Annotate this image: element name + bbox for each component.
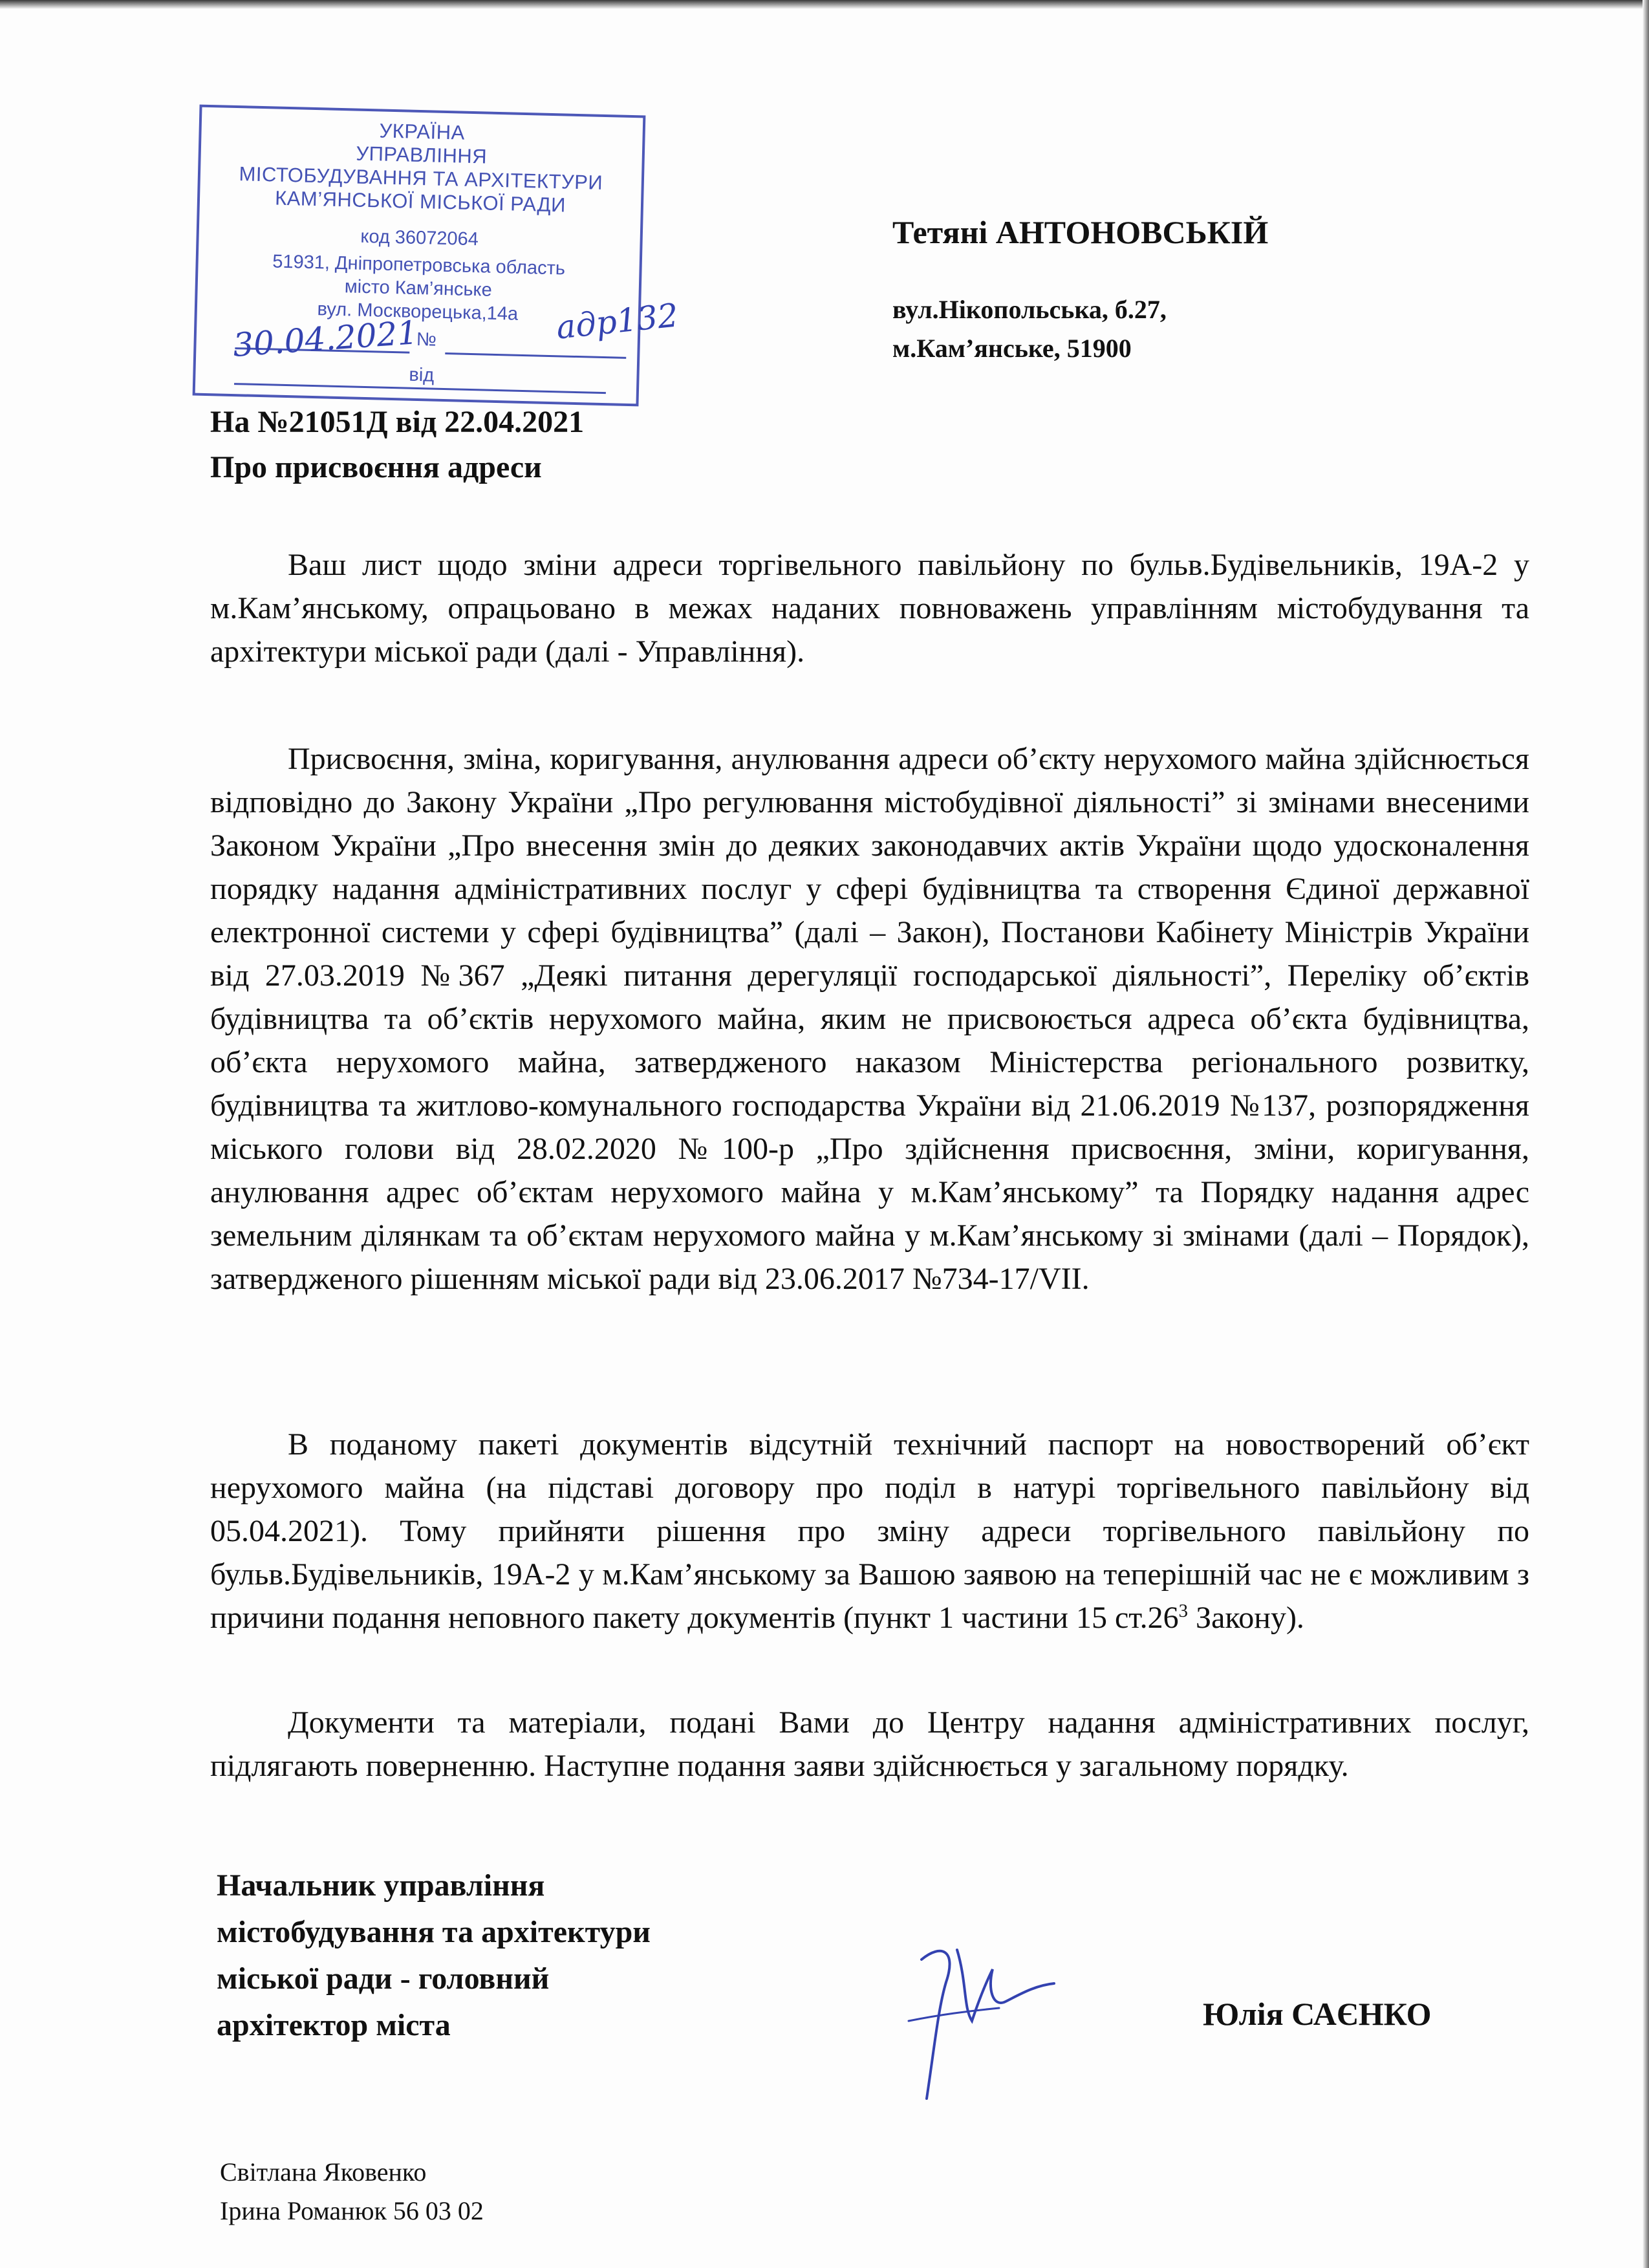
article-superscript: 3: [1178, 1601, 1189, 1621]
stamp-line-department-name: МІСТОБУДУВАННЯ ТА АРХІТЕКТУРИ: [239, 162, 603, 194]
addressee-street: вул.Нікопольська, б.27,: [892, 295, 1167, 324]
stamp-address-city: місто Кам’янське: [344, 276, 493, 301]
reference-number: На №21051Д від 22.04.2021: [210, 405, 585, 439]
body-paragraph-3-text: В поданому пакеті документів відсутній технічний паспорт на новостворений об’єкт нерухомого майна (на підставі договору про поділ в натурі торгівельного павільйону від 05.04.2021). Тому прийняти рішення про зміну адреси торгівельного павільйону по бульв.Будівельників, 19А-2 у м.Кам’янському за Вашою заявою на теперішній час не є можливим з причини подання неповного пакету документів (пункт 1 частини 15 ст.26: [210, 1427, 1529, 1635]
stamp-from-label: від: [409, 364, 435, 386]
body-paragraph-3: [210, 1423, 1529, 1639]
addressee-city: м.Кам’янське, 51900: [892, 334, 1132, 363]
addressee-name: Тетяні АНТОНОВСЬКІЙ: [892, 214, 1269, 250]
body-paragraph-4: Документи та матеріали, подані Вами до Центру надання адміністративних послуг, підлягають поверненню. Наступне подання заяви здійснюється у загальному порядку.: [210, 1705, 1529, 1783]
signatory-title-line-3: міської ради - головний: [217, 1961, 550, 1996]
stamp-number-label: №: [416, 329, 437, 351]
stamp-address-region: 51931, Дніпропетровська область: [272, 251, 566, 279]
handwritten-signature: [896, 1924, 1064, 2111]
stamp-address-street: вул. Москворецька,14а: [317, 299, 519, 325]
stamp-line-country: УКРАЇНА: [379, 119, 466, 144]
signatory-title-line-4: архітектор міста: [217, 2008, 451, 2042]
signatory-title: [217, 1863, 651, 2049]
body-paragraph-3-end: Закону).: [1188, 1601, 1304, 1635]
executor-name-1: Світлана Яковенко: [220, 2157, 427, 2187]
signer-name: Юлія САЄНКО: [1203, 1996, 1432, 2032]
handwritten-registration-date: 30.04.2021: [232, 314, 419, 364]
body-paragraph-1: Ваш лист щодо зміни адреси торгівельного павільйону по бульв.Будівельників, 19А-2 у м.Кам’янському, опрацьовано в межах наданих повноважень управлінням містобудування та архітектури міської ради (далі - Управління).: [210, 548, 1529, 669]
executor-name-phone: Ірина Романюк 56 03 02: [220, 2196, 484, 2225]
stamp-line-council: КАМ’ЯНСЬКОЇ МІСЬКОЇ РАДИ: [274, 186, 566, 217]
letter-subject: Про присвоєння адреси: [210, 450, 542, 484]
signatory-title-line-2: містобудування та архітектури: [217, 1915, 651, 1949]
stamp-number-line: [445, 352, 626, 359]
scan-edge-top: [0, 0, 1649, 9]
signatory-title-line-1: Начальник управління: [217, 1868, 545, 1903]
scan-edge-right: [1643, 0, 1649, 2268]
body-paragraph-2: Присвоєння, зміна, коригування, анулювання адреси об’єкту нерухомого майна здійснюється відповідно до Закону України „Про регулювання містобудівної діяльності” зі змінами внесеними Законом України „Про внесення змін до деяких законодавчих актів України щодо удосконалення порядку надання адміністративних послуг у сфері будівництва та створення Єдиної державної електронної системи у сфері будівництва” (далі – Закон), Постанови Кабінету Міністрів України від 27.03.2019 №367 „Деякі питання дерегуляції господарської діяльності”, Переліку об’єктів будівництва та об’єктів нерухомого майна, яким не присвоюється адреса об’єкта будівництва, об’єкта нерухомого майна, затвердженого наказом Міністерства регіонального розвитку, будівництва та житлово-комунального господарства України від 21.06.2019 №137, розпорядження міського голови від 28.02.2020 №100-р „Про здійснення присвоєння, зміни, коригування, анулювання адрес об’єктам нерухомого майна у м.Кам’янському” та Порядку надання адрес земельним ділянкам та об’єктам нерухомого майна у м.Кам’янському зі змінами (далі – Порядок), затвердженого рішенням міської ради від 23.06.2017 №734-17/VII.: [210, 742, 1529, 1296]
stamp-code: код 36072064: [360, 226, 479, 250]
stamp-line-department: УПРАВЛІННЯ: [356, 142, 488, 168]
handwritten-registration-number: адр132: [554, 296, 680, 347]
